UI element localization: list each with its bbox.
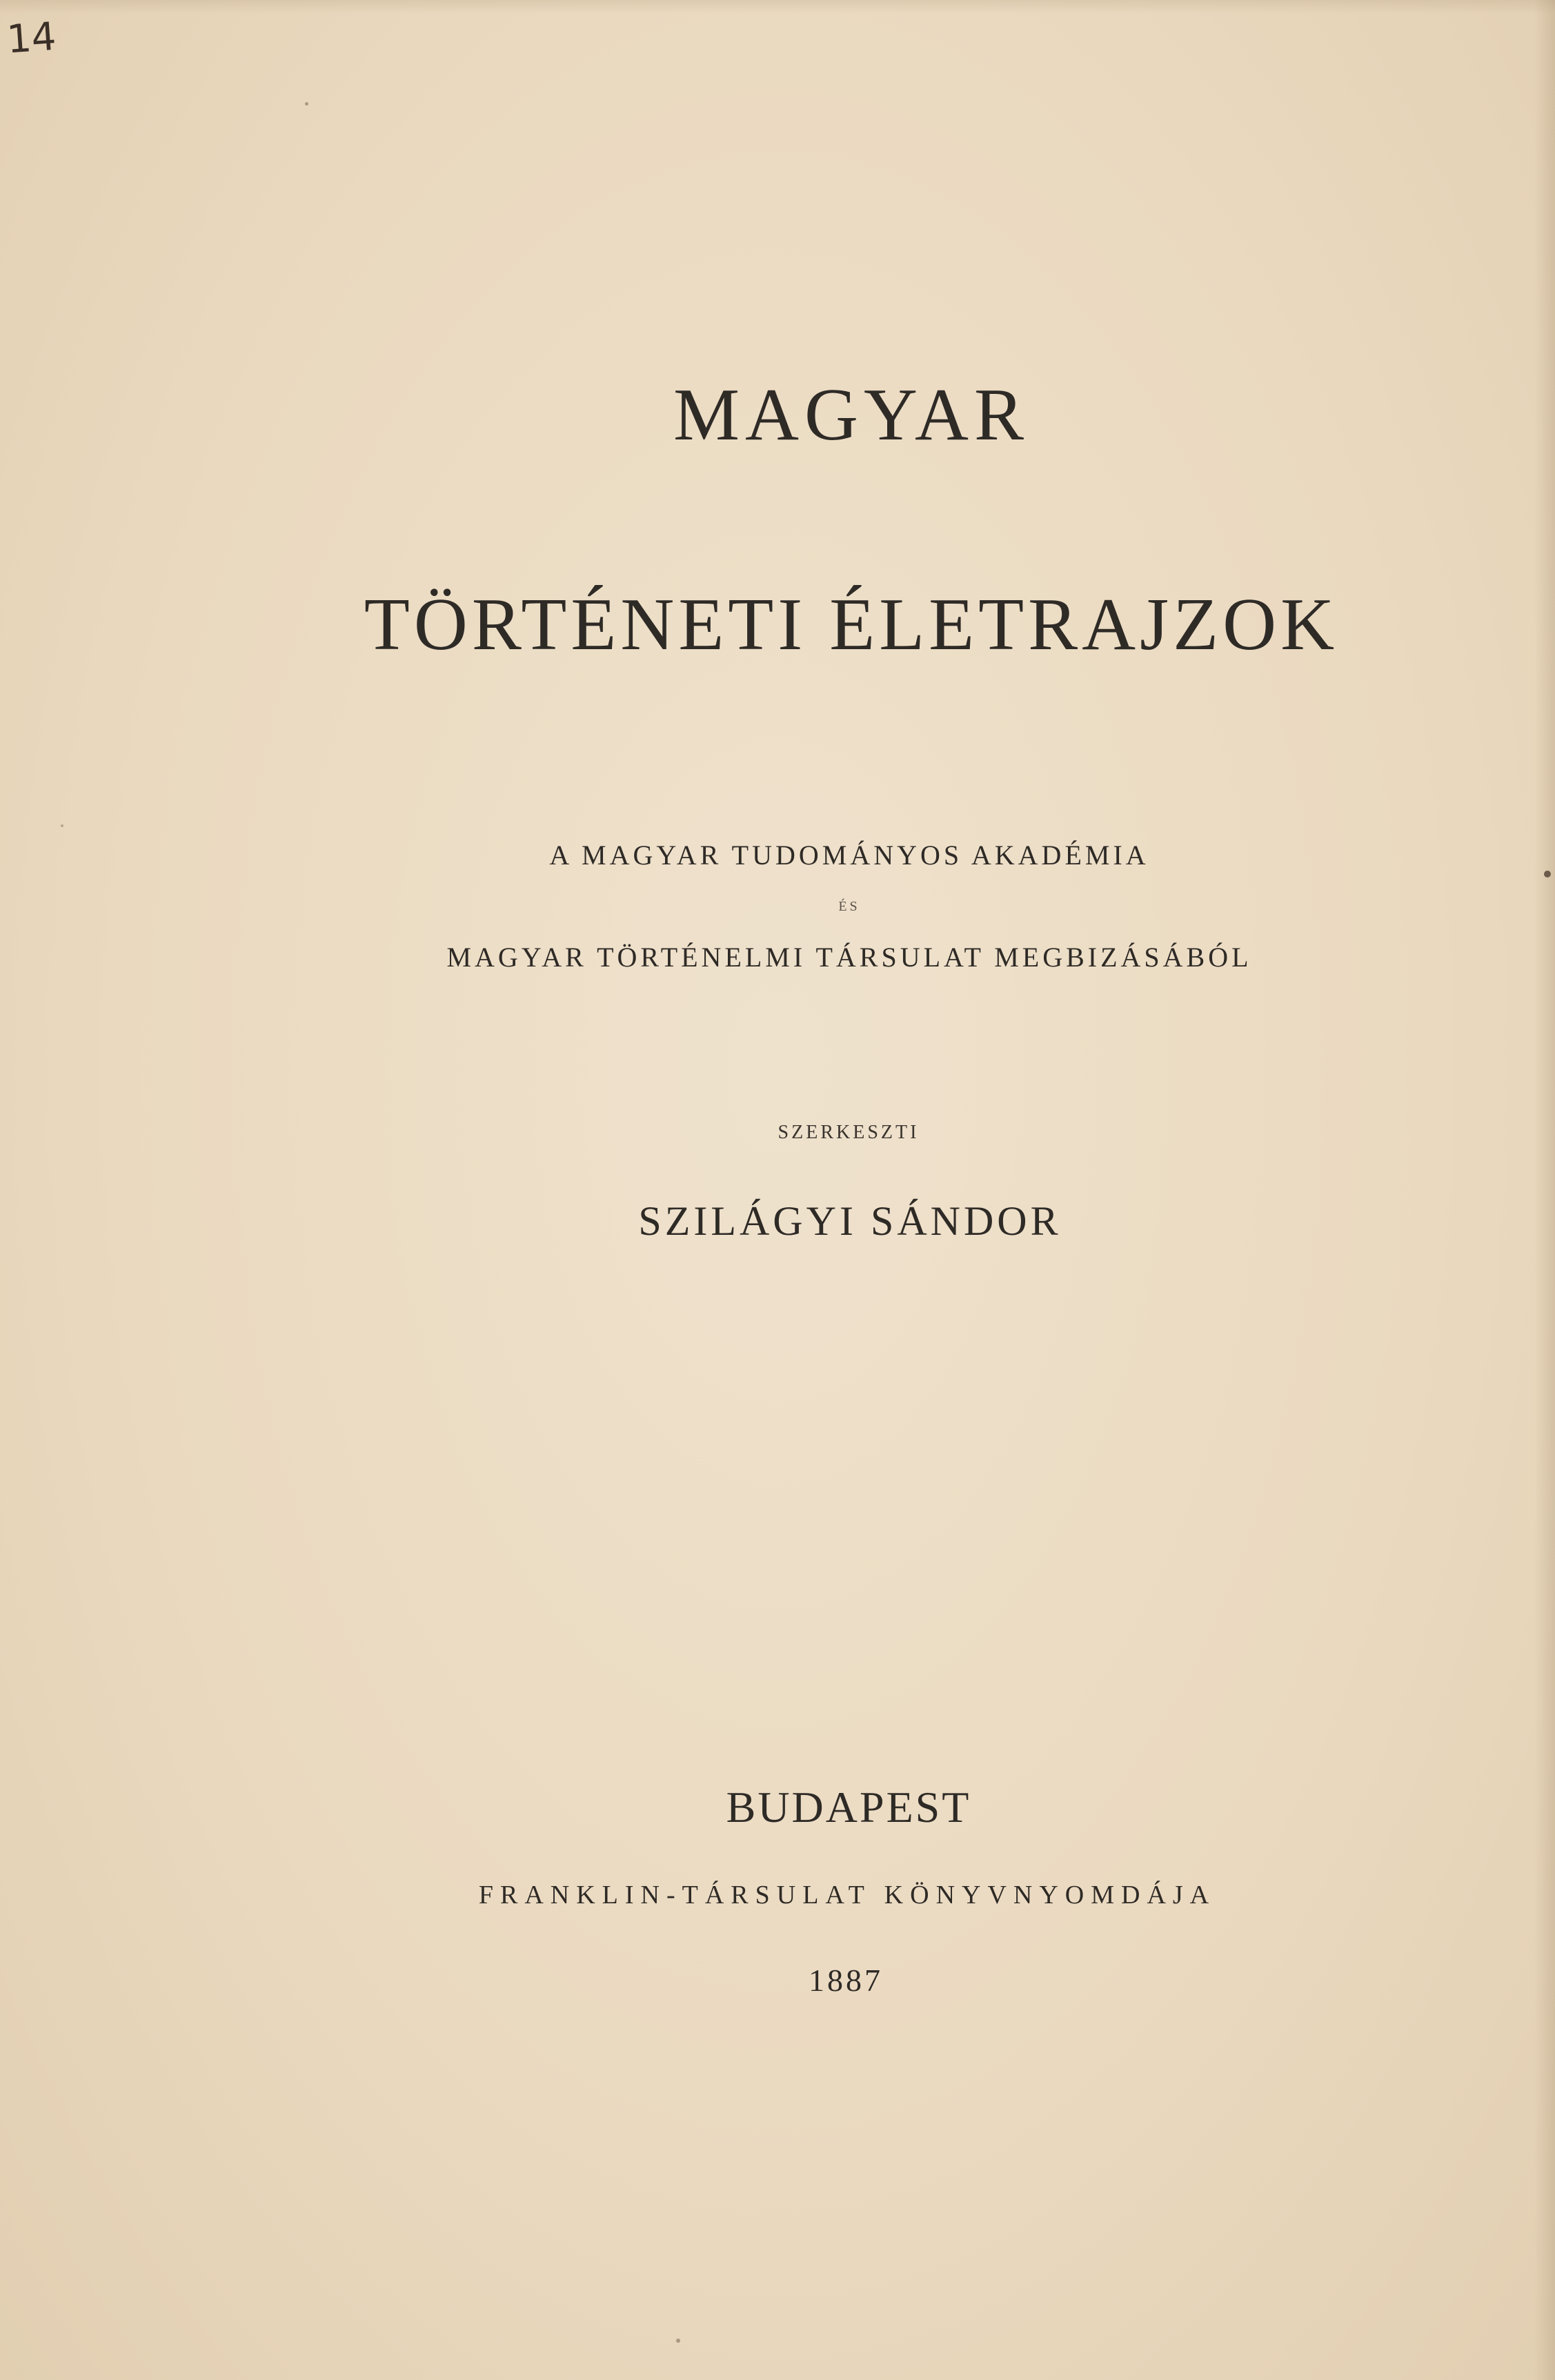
commission-line-1: A MAGYAR TUDOMÁNYOS AKADÉMIA <box>549 840 1149 871</box>
title-line-2: TÖRTÉNETI ÉLETRAJZOK <box>364 584 1339 666</box>
editor-label: SZERKESZTI <box>778 1122 920 1143</box>
handwritten-margin-note: 14 <box>5 14 58 63</box>
commission-connector: ÉS <box>838 899 860 914</box>
paper-speck <box>676 2339 680 2343</box>
title-line-1: MAGYAR <box>673 374 1030 456</box>
paper-speck <box>61 824 63 827</box>
imprint-year: 1887 <box>809 1963 883 1998</box>
page-right-shadow <box>1534 0 1555 2380</box>
commission-line-2: MAGYAR TÖRTÉNELMI TÁRSULAT MEGBIZÁSÁBÓL <box>446 942 1252 973</box>
imprint-publisher: FRANKLIN-TÁRSULAT KÖNYVNYOMDÁJA <box>478 1881 1216 1910</box>
paper-speck <box>1544 871 1551 877</box>
editor-name: SZILÁGYI SÁNDOR <box>638 1198 1062 1244</box>
paper-speck <box>305 102 308 106</box>
imprint-city: BUDAPEST <box>726 1783 971 1832</box>
page-top-shadow <box>0 0 1555 14</box>
